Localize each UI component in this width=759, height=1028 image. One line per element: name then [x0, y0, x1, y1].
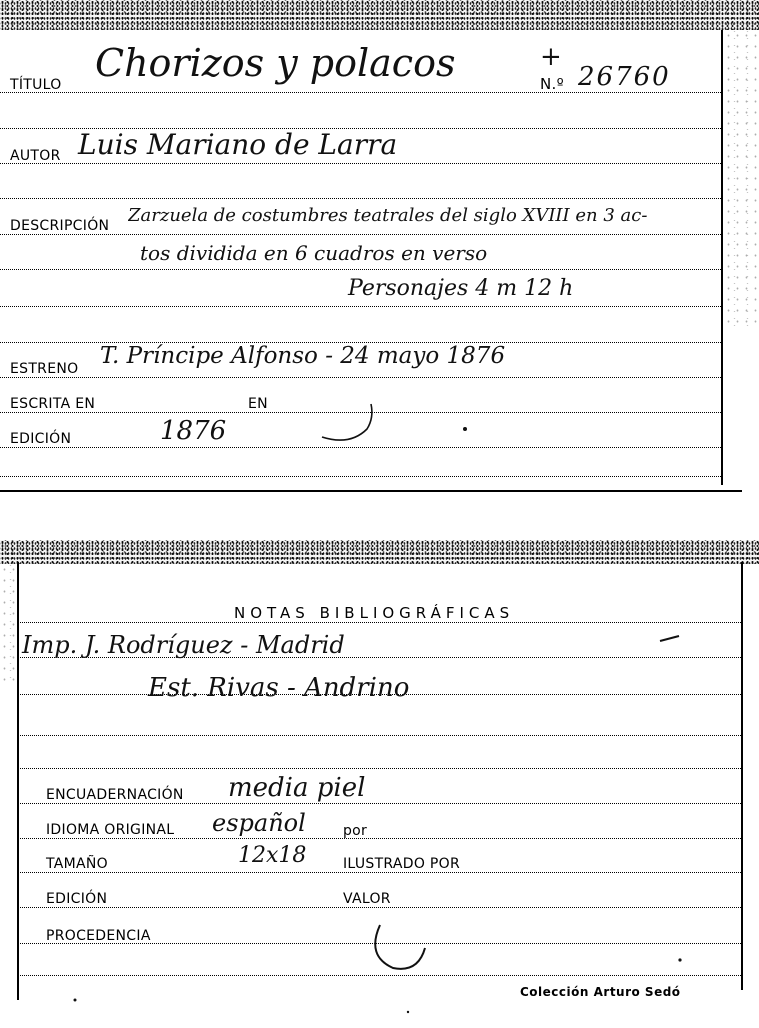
descripcion-label: DESCRIPCIÓN	[10, 218, 110, 234]
bottom-card-right-border	[741, 562, 743, 990]
top-card-bottom-edge	[0, 490, 742, 492]
descripcion-line-1: Zarzuela de costumbres teatrales del siglo XVIII en 3 ac-	[128, 207, 648, 225]
top-card-right-border	[721, 30, 723, 485]
top-card-right-speckle	[724, 30, 759, 330]
edicion-label: EDICIÓN	[10, 431, 72, 447]
top-card-rule	[0, 269, 721, 270]
top-card-rule	[0, 447, 721, 448]
bottom-card-left-speckle	[0, 564, 16, 684]
coleccion-footer: Colección Arturo Sedó	[520, 985, 681, 999]
tamano-label: TAMAÑO	[46, 856, 108, 872]
ilustrado-por-label: ILUSTRADO POR	[343, 856, 460, 872]
bottom-card-rule	[18, 768, 741, 769]
escrita-en-place-label: EN	[248, 396, 268, 412]
top-card-rule	[0, 234, 721, 235]
numero-cross-mark: +	[540, 42, 562, 72]
estreno-value: T. Príncipe Alfonso - 24 mayo 1876	[100, 343, 506, 369]
top-card-rule	[0, 412, 721, 413]
escrita-en-label: ESCRITA EN	[10, 396, 96, 412]
idioma-label: IDIOMA ORIGINAL	[46, 822, 175, 838]
valor-label: VALOR	[343, 891, 391, 907]
top-card-rule	[0, 306, 721, 307]
bottom-card-rule	[18, 735, 741, 736]
bottom-card-rule	[18, 838, 741, 839]
ink-dash-mark	[660, 636, 679, 641]
bottom-card-rule	[18, 975, 741, 976]
top-card-scan-edge	[0, 0, 759, 30]
ink-dot	[463, 427, 467, 431]
top-card-rule	[0, 377, 721, 378]
ink-circle-mark	[375, 925, 425, 969]
tamano-value: 12x18	[238, 843, 307, 868]
bottom-card-rule	[18, 622, 741, 623]
ink-curve-mark	[322, 404, 372, 440]
bottom-card-rule	[18, 872, 741, 873]
nota-line-2: Est. Rivas - Andrino	[148, 673, 410, 703]
bottom-card-scan-edge	[0, 540, 759, 564]
edicion-label-bottom: EDICIÓN	[46, 891, 108, 907]
top-card-rule	[0, 163, 721, 164]
bottom-card-left-border	[17, 562, 19, 1000]
autor-label: AUTOR	[10, 148, 61, 164]
numero-label: N.º	[540, 75, 564, 93]
edicion-value: 1876	[160, 416, 227, 446]
idioma-value: español	[212, 809, 306, 837]
procedencia-label: PROCEDENCIA	[46, 928, 151, 944]
numero-value: 26760	[578, 62, 671, 92]
ink-dot	[407, 1011, 409, 1013]
encuadernacion-label: ENCUADERNACIÓN	[46, 787, 184, 803]
top-card-rule	[0, 198, 721, 199]
descripcion-line-3: Personajes 4 m 12 h	[348, 276, 574, 301]
titulo-label: TÍTULO	[10, 77, 62, 93]
top-card-rule	[0, 92, 721, 93]
encuadernacion-value: media piel	[228, 773, 366, 803]
ink-dot	[678, 958, 681, 961]
por-label: por	[343, 823, 368, 839]
autor-value: Luis Mariano de Larra	[78, 128, 398, 161]
ink-dot	[74, 999, 77, 1002]
notas-header: NOTAS BIBLIOGRÁFICAS	[234, 604, 515, 622]
titulo-value: Chorizos y polacos	[95, 41, 456, 85]
bottom-card-rule	[18, 803, 741, 804]
top-card-rule	[0, 476, 721, 477]
bottom-card-rule	[18, 907, 741, 908]
descripcion-line-2: tos dividida en 6 cuadros en verso	[140, 241, 488, 265]
estreno-label: ESTRENO	[10, 361, 79, 377]
nota-line-1: Imp. J. Rodríguez - Madrid	[22, 631, 345, 659]
